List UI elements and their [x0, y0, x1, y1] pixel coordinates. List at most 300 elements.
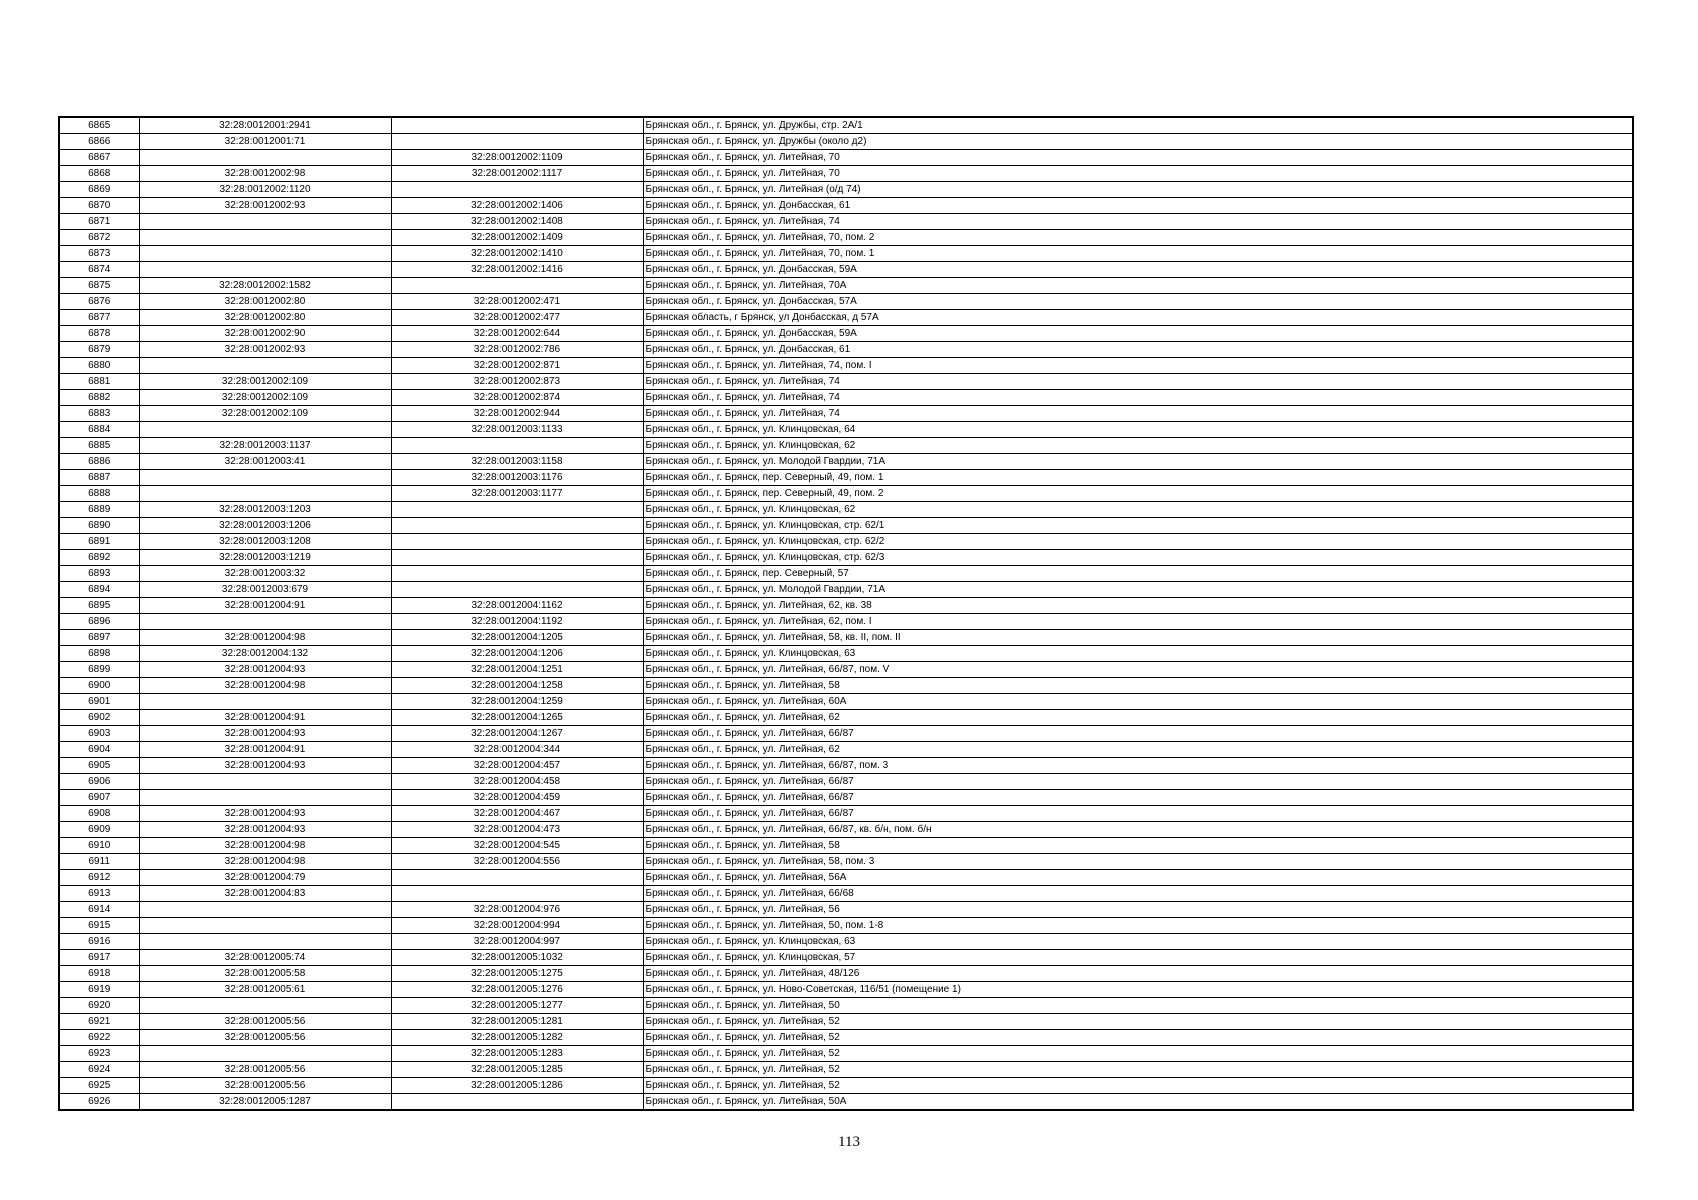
address-cell: Брянская обл., г. Брянск, ул. Клинцовская, 64 [643, 422, 1633, 438]
land-cadastral-number-cell [139, 262, 391, 278]
land-cadastral-number-cell [139, 214, 391, 230]
object-cadastral-number-cell: 32:28:0012005:1282 [391, 1030, 643, 1046]
table-row [59, 454, 1633, 470]
table-row [59, 406, 1633, 422]
land-cadastral-number-cell [139, 694, 391, 710]
land-cadastral-number-cell: 32:28:0012005:61 [139, 982, 391, 998]
address-cell: Брянская обл., г. Брянск, ул. Литейная, 70, пом. 2 [643, 230, 1633, 246]
land-cadastral-number-cell: 32:28:0012005:1287 [139, 1094, 391, 1111]
table-row [59, 678, 1633, 694]
table-row [59, 470, 1633, 486]
land-cadastral-number-cell [139, 358, 391, 374]
object-cadastral-number-cell [391, 566, 643, 582]
land-cadastral-number-cell: 32:28:0012003:1137 [139, 438, 391, 454]
table-row [59, 902, 1633, 918]
row-number-cell: 6910 [59, 838, 139, 854]
row-number-cell: 6876 [59, 294, 139, 310]
address-cell: Брянская обл., г. Брянск, ул. Литейная, 66/87 [643, 726, 1633, 742]
land-cadastral-number-cell [139, 790, 391, 806]
row-number-cell: 6914 [59, 902, 139, 918]
table-row [59, 486, 1633, 502]
row-number-cell: 6886 [59, 454, 139, 470]
land-cadastral-number-cell: 32:28:0012004:132 [139, 646, 391, 662]
row-number-cell: 6893 [59, 566, 139, 582]
land-cadastral-number-cell [139, 902, 391, 918]
object-cadastral-number-cell: 32:28:0012002:1109 [391, 150, 643, 166]
table-row [59, 598, 1633, 614]
object-cadastral-number-cell [391, 550, 643, 566]
address-cell: Брянская обл., г. Брянск, ул. Литейная, 62, кв. 38 [643, 598, 1633, 614]
object-cadastral-number-cell: 32:28:0012002:873 [391, 374, 643, 390]
object-cadastral-number-cell: 32:28:0012002:874 [391, 390, 643, 406]
address-cell: Брянская обл., г. Брянск, ул. Клинцовская, стр. 62/3 [643, 550, 1633, 566]
row-number-cell: 6869 [59, 182, 139, 198]
land-cadastral-number-cell [139, 150, 391, 166]
object-cadastral-number-cell: 32:28:0012002:477 [391, 310, 643, 326]
table-row [59, 230, 1633, 246]
row-number-cell: 6865 [59, 117, 139, 134]
object-cadastral-number-cell: 32:28:0012002:1408 [391, 214, 643, 230]
object-cadastral-number-cell: 32:28:0012002:644 [391, 326, 643, 342]
row-number-cell: 6871 [59, 214, 139, 230]
table-row [59, 614, 1633, 630]
object-cadastral-number-cell: 32:28:0012004:1258 [391, 678, 643, 694]
table-row [59, 582, 1633, 598]
row-number-cell: 6887 [59, 470, 139, 486]
address-cell: Брянская обл., г. Брянск, ул. Клинцовская, стр. 62/1 [643, 518, 1633, 534]
address-cell: Брянская обл., г. Брянск, ул. Клинцовская, 63 [643, 934, 1633, 950]
row-number-cell: 6920 [59, 998, 139, 1014]
row-number-cell: 6875 [59, 278, 139, 294]
address-cell: Брянская обл., г. Брянск, ул. Литейная, 52 [643, 1046, 1633, 1062]
object-cadastral-number-cell: 32:28:0012004:459 [391, 790, 643, 806]
row-number-cell: 6866 [59, 134, 139, 150]
land-cadastral-number-cell: 32:28:0012004:91 [139, 710, 391, 726]
object-cadastral-number-cell: 32:28:0012004:556 [391, 854, 643, 870]
address-cell: Брянская обл., г. Брянск, ул. Литейная, 62, пом. I [643, 614, 1633, 630]
address-cell: Брянская обл., г. Брянск, ул. Литейная, 66/68 [643, 886, 1633, 902]
address-cell: Брянская обл., г. Брянск, ул. Литейная, 58 [643, 838, 1633, 854]
table-row [59, 422, 1633, 438]
address-cell: Брянская обл., г. Брянск, ул. Литейная, 60А [643, 694, 1633, 710]
object-cadastral-number-cell: 32:28:0012003:1177 [391, 486, 643, 502]
table-row [59, 438, 1633, 454]
table-row [59, 806, 1633, 822]
table-row [59, 374, 1633, 390]
row-number-cell: 6872 [59, 230, 139, 246]
table-row [59, 646, 1633, 662]
land-cadastral-number-cell: 32:28:0012004:93 [139, 662, 391, 678]
row-number-cell: 6880 [59, 358, 139, 374]
land-cadastral-number-cell [139, 470, 391, 486]
row-number-cell: 6909 [59, 822, 139, 838]
table-row [59, 662, 1633, 678]
object-cadastral-number-cell [391, 886, 643, 902]
object-cadastral-number-cell: 32:28:0012004:1259 [391, 694, 643, 710]
table-row [59, 1030, 1633, 1046]
address-cell: Брянская обл., г. Брянск, пер. Северный, 57 [643, 566, 1633, 582]
land-cadastral-number-cell: 32:28:0012004:93 [139, 806, 391, 822]
address-cell: Брянская обл., г. Брянск, ул. Донбасская, 61 [643, 342, 1633, 358]
address-cell: Брянская обл., г. Брянск, ул. Литейная, 58, пом. 3 [643, 854, 1633, 870]
land-cadastral-number-cell: 32:28:0012004:91 [139, 598, 391, 614]
page-number: 113 [838, 1134, 860, 1150]
table-row [59, 534, 1633, 550]
object-cadastral-number-cell: 32:28:0012003:1176 [391, 470, 643, 486]
row-number-cell: 6873 [59, 246, 139, 262]
row-number-cell: 6911 [59, 854, 139, 870]
table-row [59, 182, 1633, 198]
row-number-cell: 6912 [59, 870, 139, 886]
row-number-cell: 6921 [59, 1014, 139, 1030]
row-number-cell: 6901 [59, 694, 139, 710]
address-cell: Брянская обл., г. Брянск, ул. Литейная, 58, кв. II, пом. II [643, 630, 1633, 646]
object-cadastral-number-cell: 32:28:0012005:1032 [391, 950, 643, 966]
table-row [59, 822, 1633, 838]
land-cadastral-number-cell [139, 774, 391, 790]
table-row [59, 982, 1633, 998]
address-cell: Брянская обл., г. Брянск, ул. Литейная, 74 [643, 390, 1633, 406]
land-cadastral-number-cell [139, 246, 391, 262]
address-cell: Брянская обл., г. Брянск, ул. Литейная, 74, пом. I [643, 358, 1633, 374]
land-cadastral-number-cell [139, 230, 391, 246]
land-cadastral-number-cell: 32:28:0012002:90 [139, 326, 391, 342]
address-cell: Брянская обл., г. Брянск, ул. Литейная, 52 [643, 1014, 1633, 1030]
land-cadastral-number-cell: 32:28:0012004:98 [139, 630, 391, 646]
row-number-cell: 6878 [59, 326, 139, 342]
address-cell: Брянская обл., г. Брянск, ул. Литейная, 62 [643, 742, 1633, 758]
land-cadastral-number-cell: 32:28:0012003:1203 [139, 502, 391, 518]
table-row [59, 886, 1633, 902]
land-cadastral-number-cell: 32:28:0012005:56 [139, 1062, 391, 1078]
object-cadastral-number-cell: 32:28:0012004:994 [391, 918, 643, 934]
address-cell: Брянская обл., г. Брянск, ул. Литейная, 62 [643, 710, 1633, 726]
address-cell: Брянская обл., г. Брянск, ул. Литейная, 74 [643, 374, 1633, 390]
address-cell: Брянская обл., г. Брянск, ул. Молодой Гвардии, 71А [643, 582, 1633, 598]
land-cadastral-number-cell [139, 1046, 391, 1062]
row-number-cell: 6922 [59, 1030, 139, 1046]
table-row [59, 117, 1633, 134]
object-cadastral-number-cell: 32:28:0012004:473 [391, 822, 643, 838]
table-row [59, 854, 1633, 870]
address-cell: Брянская обл., г. Брянск, ул. Клинцовская, стр. 62/2 [643, 534, 1633, 550]
land-cadastral-number-cell: 32:28:0012004:98 [139, 854, 391, 870]
table-row [59, 150, 1633, 166]
address-cell: Брянская обл., г. Брянск, ул. Донбасская, 59А [643, 262, 1633, 278]
object-cadastral-number-cell: 32:28:0012002:871 [391, 358, 643, 374]
object-cadastral-number-cell: 32:28:0012002:1117 [391, 166, 643, 182]
land-cadastral-number-cell: 32:28:0012003:32 [139, 566, 391, 582]
land-cadastral-number-cell: 32:28:0012004:93 [139, 726, 391, 742]
row-number-cell: 6888 [59, 486, 139, 502]
land-cadastral-number-cell: 32:28:0012004:79 [139, 870, 391, 886]
row-number-cell: 6889 [59, 502, 139, 518]
table-row [59, 742, 1633, 758]
address-cell: Брянская обл., г. Брянск, ул. Литейная, 70, пом. 1 [643, 246, 1633, 262]
row-number-cell: 6925 [59, 1078, 139, 1094]
object-cadastral-number-cell [391, 278, 643, 294]
row-number-cell: 6898 [59, 646, 139, 662]
table-row [59, 278, 1633, 294]
land-cadastral-number-cell: 32:28:0012002:109 [139, 374, 391, 390]
land-cadastral-number-cell: 32:28:0012002:1582 [139, 278, 391, 294]
address-cell: Брянская обл., г. Брянск, ул. Литейная, 66/87, пом. 3 [643, 758, 1633, 774]
table-row [59, 758, 1633, 774]
row-number-cell: 6877 [59, 310, 139, 326]
table-row [59, 550, 1633, 566]
table-row [59, 358, 1633, 374]
address-cell: Брянская обл., г. Брянск, пер. Северный, 49, пом. 1 [643, 470, 1633, 486]
land-cadastral-number-cell: 32:28:0012003:1219 [139, 550, 391, 566]
address-cell: Брянская обл., г. Брянск, ул. Клинцовская, 62 [643, 438, 1633, 454]
address-cell: Брянская обл., г. Брянск, ул. Донбасская, 59А [643, 326, 1633, 342]
land-cadastral-number-cell: 32:28:0012004:98 [139, 838, 391, 854]
object-cadastral-number-cell [391, 534, 643, 550]
land-cadastral-number-cell [139, 934, 391, 950]
address-cell: Брянская обл., г. Брянск, ул. Литейная, 56А [643, 870, 1633, 886]
object-cadastral-number-cell: 32:28:0012002:1409 [391, 230, 643, 246]
address-cell: Брянская обл., г. Брянск, ул. Литейная, 48/126 [643, 966, 1633, 982]
land-cadastral-number-cell: 32:28:0012004:83 [139, 886, 391, 902]
address-cell: Брянская обл., г. Брянск, ул. Молодой Гвардии, 71А [643, 454, 1633, 470]
table-row [59, 1062, 1633, 1078]
object-cadastral-number-cell: 32:28:0012004:1267 [391, 726, 643, 742]
table-row [59, 774, 1633, 790]
land-cadastral-number-cell: 32:28:0012002:109 [139, 406, 391, 422]
row-number-cell: 6923 [59, 1046, 139, 1062]
table-row [59, 870, 1633, 886]
table-row [59, 838, 1633, 854]
address-cell: Брянская обл., г. Брянск, ул. Литейная, 74 [643, 406, 1633, 422]
land-cadastral-number-cell: 32:28:0012005:56 [139, 1078, 391, 1094]
row-number-cell: 6894 [59, 582, 139, 598]
object-cadastral-number-cell: 32:28:0012005:1283 [391, 1046, 643, 1062]
table-row [59, 790, 1633, 806]
table-row [59, 950, 1633, 966]
land-cadastral-number-cell [139, 486, 391, 502]
row-number-cell: 6868 [59, 166, 139, 182]
row-number-cell: 6874 [59, 262, 139, 278]
address-cell: Брянская обл., г. Брянск, ул. Донбасская, 61 [643, 198, 1633, 214]
address-cell: Брянская обл., г. Брянск, ул. Дружбы, стр. 2А/1 [643, 117, 1633, 134]
object-cadastral-number-cell: 32:28:0012004:976 [391, 902, 643, 918]
registry-table-body [59, 117, 1633, 1110]
address-cell: Брянская обл., г. Брянск, ул. Литейная, 50А [643, 1094, 1633, 1111]
object-cadastral-number-cell: 32:28:0012003:1158 [391, 454, 643, 470]
registry-table [58, 116, 1634, 1111]
object-cadastral-number-cell: 32:28:0012004:1162 [391, 598, 643, 614]
table-row [59, 262, 1633, 278]
row-number-cell: 6907 [59, 790, 139, 806]
row-number-cell: 6924 [59, 1062, 139, 1078]
object-cadastral-number-cell: 32:28:0012003:1133 [391, 422, 643, 438]
land-cadastral-number-cell [139, 998, 391, 1014]
land-cadastral-number-cell: 32:28:0012002:93 [139, 342, 391, 358]
address-cell: Брянская обл., г. Брянск, ул. Литейная, 70 [643, 150, 1633, 166]
table-row [59, 294, 1633, 310]
land-cadastral-number-cell: 32:28:0012003:41 [139, 454, 391, 470]
row-number-cell: 6908 [59, 806, 139, 822]
table-row [59, 566, 1633, 582]
address-cell: Брянская обл., г. Брянск, ул. Литейная, 50 [643, 998, 1633, 1014]
object-cadastral-number-cell: 32:28:0012002:471 [391, 294, 643, 310]
address-cell: Брянская обл., г. Брянск, ул. Литейная, 70А [643, 278, 1633, 294]
table-row [59, 1014, 1633, 1030]
row-number-cell: 6902 [59, 710, 139, 726]
row-number-cell: 6890 [59, 518, 139, 534]
table-row [59, 134, 1633, 150]
row-number-cell: 6882 [59, 390, 139, 406]
table-row [59, 934, 1633, 950]
row-number-cell: 6905 [59, 758, 139, 774]
object-cadastral-number-cell: 32:28:0012002:1406 [391, 198, 643, 214]
table-row [59, 1094, 1633, 1111]
row-number-cell: 6918 [59, 966, 139, 982]
object-cadastral-number-cell: 32:28:0012002:1416 [391, 262, 643, 278]
row-number-cell: 6917 [59, 950, 139, 966]
row-number-cell: 6891 [59, 534, 139, 550]
address-cell: Брянская обл., г. Брянск, ул. Дружбы (около д2) [643, 134, 1633, 150]
object-cadastral-number-cell: 32:28:0012005:1277 [391, 998, 643, 1014]
land-cadastral-number-cell: 32:28:0012005:56 [139, 1014, 391, 1030]
table-row [59, 310, 1633, 326]
address-cell: Брянская обл., г. Брянск, ул. Клинцовская, 62 [643, 502, 1633, 518]
object-cadastral-number-cell: 32:28:0012004:997 [391, 934, 643, 950]
object-cadastral-number-cell: 32:28:0012004:458 [391, 774, 643, 790]
object-cadastral-number-cell [391, 438, 643, 454]
land-cadastral-number-cell: 32:28:0012003:1208 [139, 534, 391, 550]
table-row [59, 342, 1633, 358]
object-cadastral-number-cell [391, 117, 643, 134]
object-cadastral-number-cell: 32:28:0012002:944 [391, 406, 643, 422]
object-cadastral-number-cell: 32:28:0012004:1206 [391, 646, 643, 662]
object-cadastral-number-cell [391, 582, 643, 598]
address-cell: Брянская обл., г. Брянск, ул. Ново-Советская, 116/51 (помещение 1) [643, 982, 1633, 998]
land-cadastral-number-cell: 32:28:0012003:679 [139, 582, 391, 598]
land-cadastral-number-cell: 32:28:0012003:1206 [139, 518, 391, 534]
object-cadastral-number-cell: 32:28:0012005:1275 [391, 966, 643, 982]
row-number-cell: 6903 [59, 726, 139, 742]
address-cell: Брянская обл., г. Брянск, ул. Литейная, 66/87 [643, 774, 1633, 790]
object-cadastral-number-cell [391, 1094, 643, 1111]
object-cadastral-number-cell [391, 870, 643, 886]
object-cadastral-number-cell: 32:28:0012004:1265 [391, 710, 643, 726]
land-cadastral-number-cell: 32:28:0012001:2941 [139, 117, 391, 134]
table-row [59, 998, 1633, 1014]
address-cell: Брянская обл., г. Брянск, ул. Литейная, 74 [643, 214, 1633, 230]
land-cadastral-number-cell: 32:28:0012001:71 [139, 134, 391, 150]
row-number-cell: 6870 [59, 198, 139, 214]
land-cadastral-number-cell: 32:28:0012004:93 [139, 758, 391, 774]
address-cell: Брянская обл., г. Брянск, ул. Клинцовская, 63 [643, 646, 1633, 662]
object-cadastral-number-cell: 32:28:0012005:1285 [391, 1062, 643, 1078]
row-number-cell: 6906 [59, 774, 139, 790]
table-row [59, 694, 1633, 710]
land-cadastral-number-cell: 32:28:0012004:93 [139, 822, 391, 838]
row-number-cell: 6916 [59, 934, 139, 950]
row-number-cell: 6892 [59, 550, 139, 566]
table-row [59, 710, 1633, 726]
address-cell: Брянская обл., г. Брянск, ул. Литейная, 50, пом. 1-8 [643, 918, 1633, 934]
row-number-cell: 6900 [59, 678, 139, 694]
object-cadastral-number-cell: 32:28:0012004:467 [391, 806, 643, 822]
table-row [59, 214, 1633, 230]
row-number-cell: 6881 [59, 374, 139, 390]
table-row [59, 630, 1633, 646]
object-cadastral-number-cell: 32:28:0012004:1205 [391, 630, 643, 646]
row-number-cell: 6904 [59, 742, 139, 758]
table-row [59, 966, 1633, 982]
table-row [59, 726, 1633, 742]
row-number-cell: 6879 [59, 342, 139, 358]
table-row [59, 166, 1633, 182]
table-row [59, 198, 1633, 214]
row-number-cell: 6915 [59, 918, 139, 934]
address-cell: Брянская область, г Брянск, ул Донбасская, д 57А [643, 310, 1633, 326]
address-cell: Брянская обл., г. Брянск, ул. Литейная (о/д 74) [643, 182, 1633, 198]
row-number-cell: 6885 [59, 438, 139, 454]
land-cadastral-number-cell: 32:28:0012004:91 [139, 742, 391, 758]
address-cell: Брянская обл., г. Брянск, ул. Литейная, 66/87, кв. б/н, пом. б/н [643, 822, 1633, 838]
row-number-cell: 6867 [59, 150, 139, 166]
address-cell: Брянская обл., г. Брянск, ул. Литейная, 52 [643, 1078, 1633, 1094]
address-cell: Брянская обл., г. Брянск, ул. Клинцовская, 57 [643, 950, 1633, 966]
object-cadastral-number-cell: 32:28:0012005:1286 [391, 1078, 643, 1094]
land-cadastral-number-cell: 32:28:0012002:80 [139, 310, 391, 326]
row-number-cell: 6919 [59, 982, 139, 998]
row-number-cell: 6883 [59, 406, 139, 422]
object-cadastral-number-cell: 32:28:0012004:1251 [391, 662, 643, 678]
address-cell: Брянская обл., г. Брянск, ул. Литейная, 66/87, пом. V [643, 662, 1633, 678]
land-cadastral-number-cell: 32:28:0012002:93 [139, 198, 391, 214]
table-row [59, 326, 1633, 342]
address-cell: Брянская обл., г. Брянск, ул. Литейная, 66/87 [643, 790, 1633, 806]
address-cell: Брянская обл., г. Брянск, ул. Литейная, 56 [643, 902, 1633, 918]
land-cadastral-number-cell: 32:28:0012004:98 [139, 678, 391, 694]
land-cadastral-number-cell: 32:28:0012002:1120 [139, 182, 391, 198]
table-row [59, 1046, 1633, 1062]
object-cadastral-number-cell: 32:28:0012005:1281 [391, 1014, 643, 1030]
land-cadastral-number-cell: 32:28:0012005:56 [139, 1030, 391, 1046]
address-cell: Брянская обл., г. Брянск, ул. Литейная, 58 [643, 678, 1633, 694]
row-number-cell: 6926 [59, 1094, 139, 1111]
land-cadastral-number-cell: 32:28:0012002:80 [139, 294, 391, 310]
address-cell: Брянская обл., г. Брянск, пер. Северный, 49, пом. 2 [643, 486, 1633, 502]
address-cell: Брянская обл., г. Брянск, ул. Литейная, 52 [643, 1030, 1633, 1046]
table-row [59, 246, 1633, 262]
object-cadastral-number-cell: 32:28:0012004:545 [391, 838, 643, 854]
address-cell: Брянская обл., г. Брянск, ул. Литейная, 52 [643, 1062, 1633, 1078]
table-row [59, 518, 1633, 534]
row-number-cell: 6884 [59, 422, 139, 438]
object-cadastral-number-cell [391, 502, 643, 518]
row-number-cell: 6913 [59, 886, 139, 902]
object-cadastral-number-cell: 32:28:0012002:786 [391, 342, 643, 358]
object-cadastral-number-cell: 32:28:0012004:344 [391, 742, 643, 758]
row-number-cell: 6899 [59, 662, 139, 678]
land-cadastral-number-cell: 32:28:0012005:74 [139, 950, 391, 966]
row-number-cell: 6895 [59, 598, 139, 614]
land-cadastral-number-cell: 32:28:0012002:98 [139, 166, 391, 182]
object-cadastral-number-cell [391, 518, 643, 534]
land-cadastral-number-cell [139, 422, 391, 438]
table-row [59, 1078, 1633, 1094]
row-number-cell: 6896 [59, 614, 139, 630]
land-cadastral-number-cell: 32:28:0012005:58 [139, 966, 391, 982]
object-cadastral-number-cell: 32:28:0012002:1410 [391, 246, 643, 262]
table-row [59, 502, 1633, 518]
object-cadastral-number-cell [391, 134, 643, 150]
